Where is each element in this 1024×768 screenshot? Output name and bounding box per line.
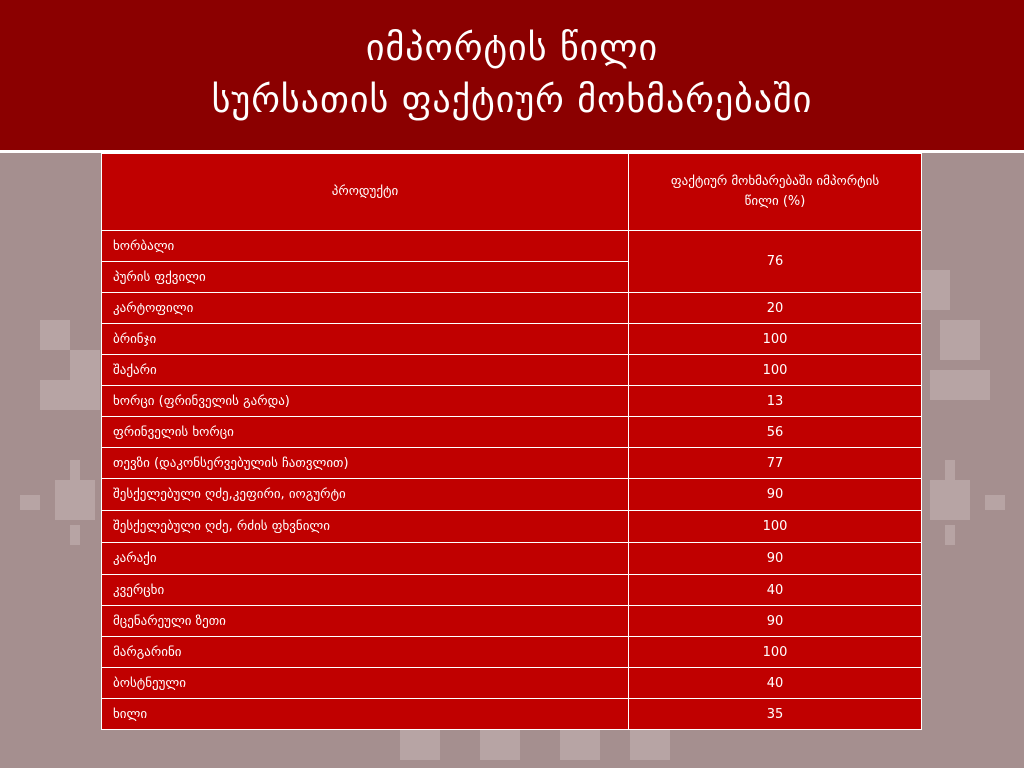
product-cell: მცენარეული ზეთი [102,606,629,637]
product-cell: კარტოფილი [102,293,629,324]
table-row [102,324,922,355]
table-row [102,417,922,448]
product-cell: ხორბალი [102,231,629,262]
share-cell: 90 [629,479,922,511]
page-title-line-2: სურსათის ფაქტიურ მოხმარებაში [211,80,813,121]
product-cell: შესქელებული ღძე,კეფირი, იოგურტი [102,479,629,511]
table-row [102,575,922,606]
table-row [102,699,922,730]
share-cell-merged: 76 [629,231,922,293]
table-header-row [102,154,922,231]
share-cell: 90 [629,606,922,637]
column-header-product: პროდუქტი [102,154,629,231]
table-row [102,637,922,668]
table-body [102,231,922,730]
product-cell: პურის ფქვილი [102,262,629,293]
share-cell: 100 [629,324,922,355]
table-row [102,479,922,511]
product-cell: ბოსტნეული [102,668,629,699]
product-cell: ხორცი (ფრინველის გარდა) [102,386,629,417]
column-header-share: ფაქტიურ მოხმარებაში იმპორტის წილი (%) [629,154,922,231]
share-cell: 56 [629,417,922,448]
share-cell: 40 [629,668,922,699]
product-cell: ფრინველის ხორცი [102,417,629,448]
table-row [102,355,922,386]
table-row [102,448,922,479]
product-cell: მარგარინი [102,637,629,668]
table-row [102,293,922,324]
table-row [102,606,922,637]
share-cell: 90 [629,543,922,575]
table-row [102,668,922,699]
table-row [102,231,922,262]
share-cell: 35 [629,699,922,730]
title-banner [0,0,1024,150]
share-cell: 13 [629,386,922,417]
share-cell: 100 [629,355,922,386]
product-cell: შაქარი [102,355,629,386]
product-cell: კვერცხი [102,575,629,606]
product-cell: შესქელებული ღძე, რძის ფხვნილი [102,511,629,543]
product-cell: კარაქი [102,543,629,575]
share-cell: 77 [629,448,922,479]
product-cell: თევზი (დაკონსერვებულის ჩათვლით) [102,448,629,479]
share-cell: 100 [629,637,922,668]
page-title-line-1: იმპორტის წილი [365,28,659,69]
share-cell: 100 [629,511,922,543]
table-row [102,386,922,417]
share-cell: 20 [629,293,922,324]
import-share-table [101,153,922,730]
share-cell: 40 [629,575,922,606]
table-row [102,511,922,543]
product-cell: ბრინჯი [102,324,629,355]
table-row [102,543,922,575]
product-cell: ხილი [102,699,629,730]
